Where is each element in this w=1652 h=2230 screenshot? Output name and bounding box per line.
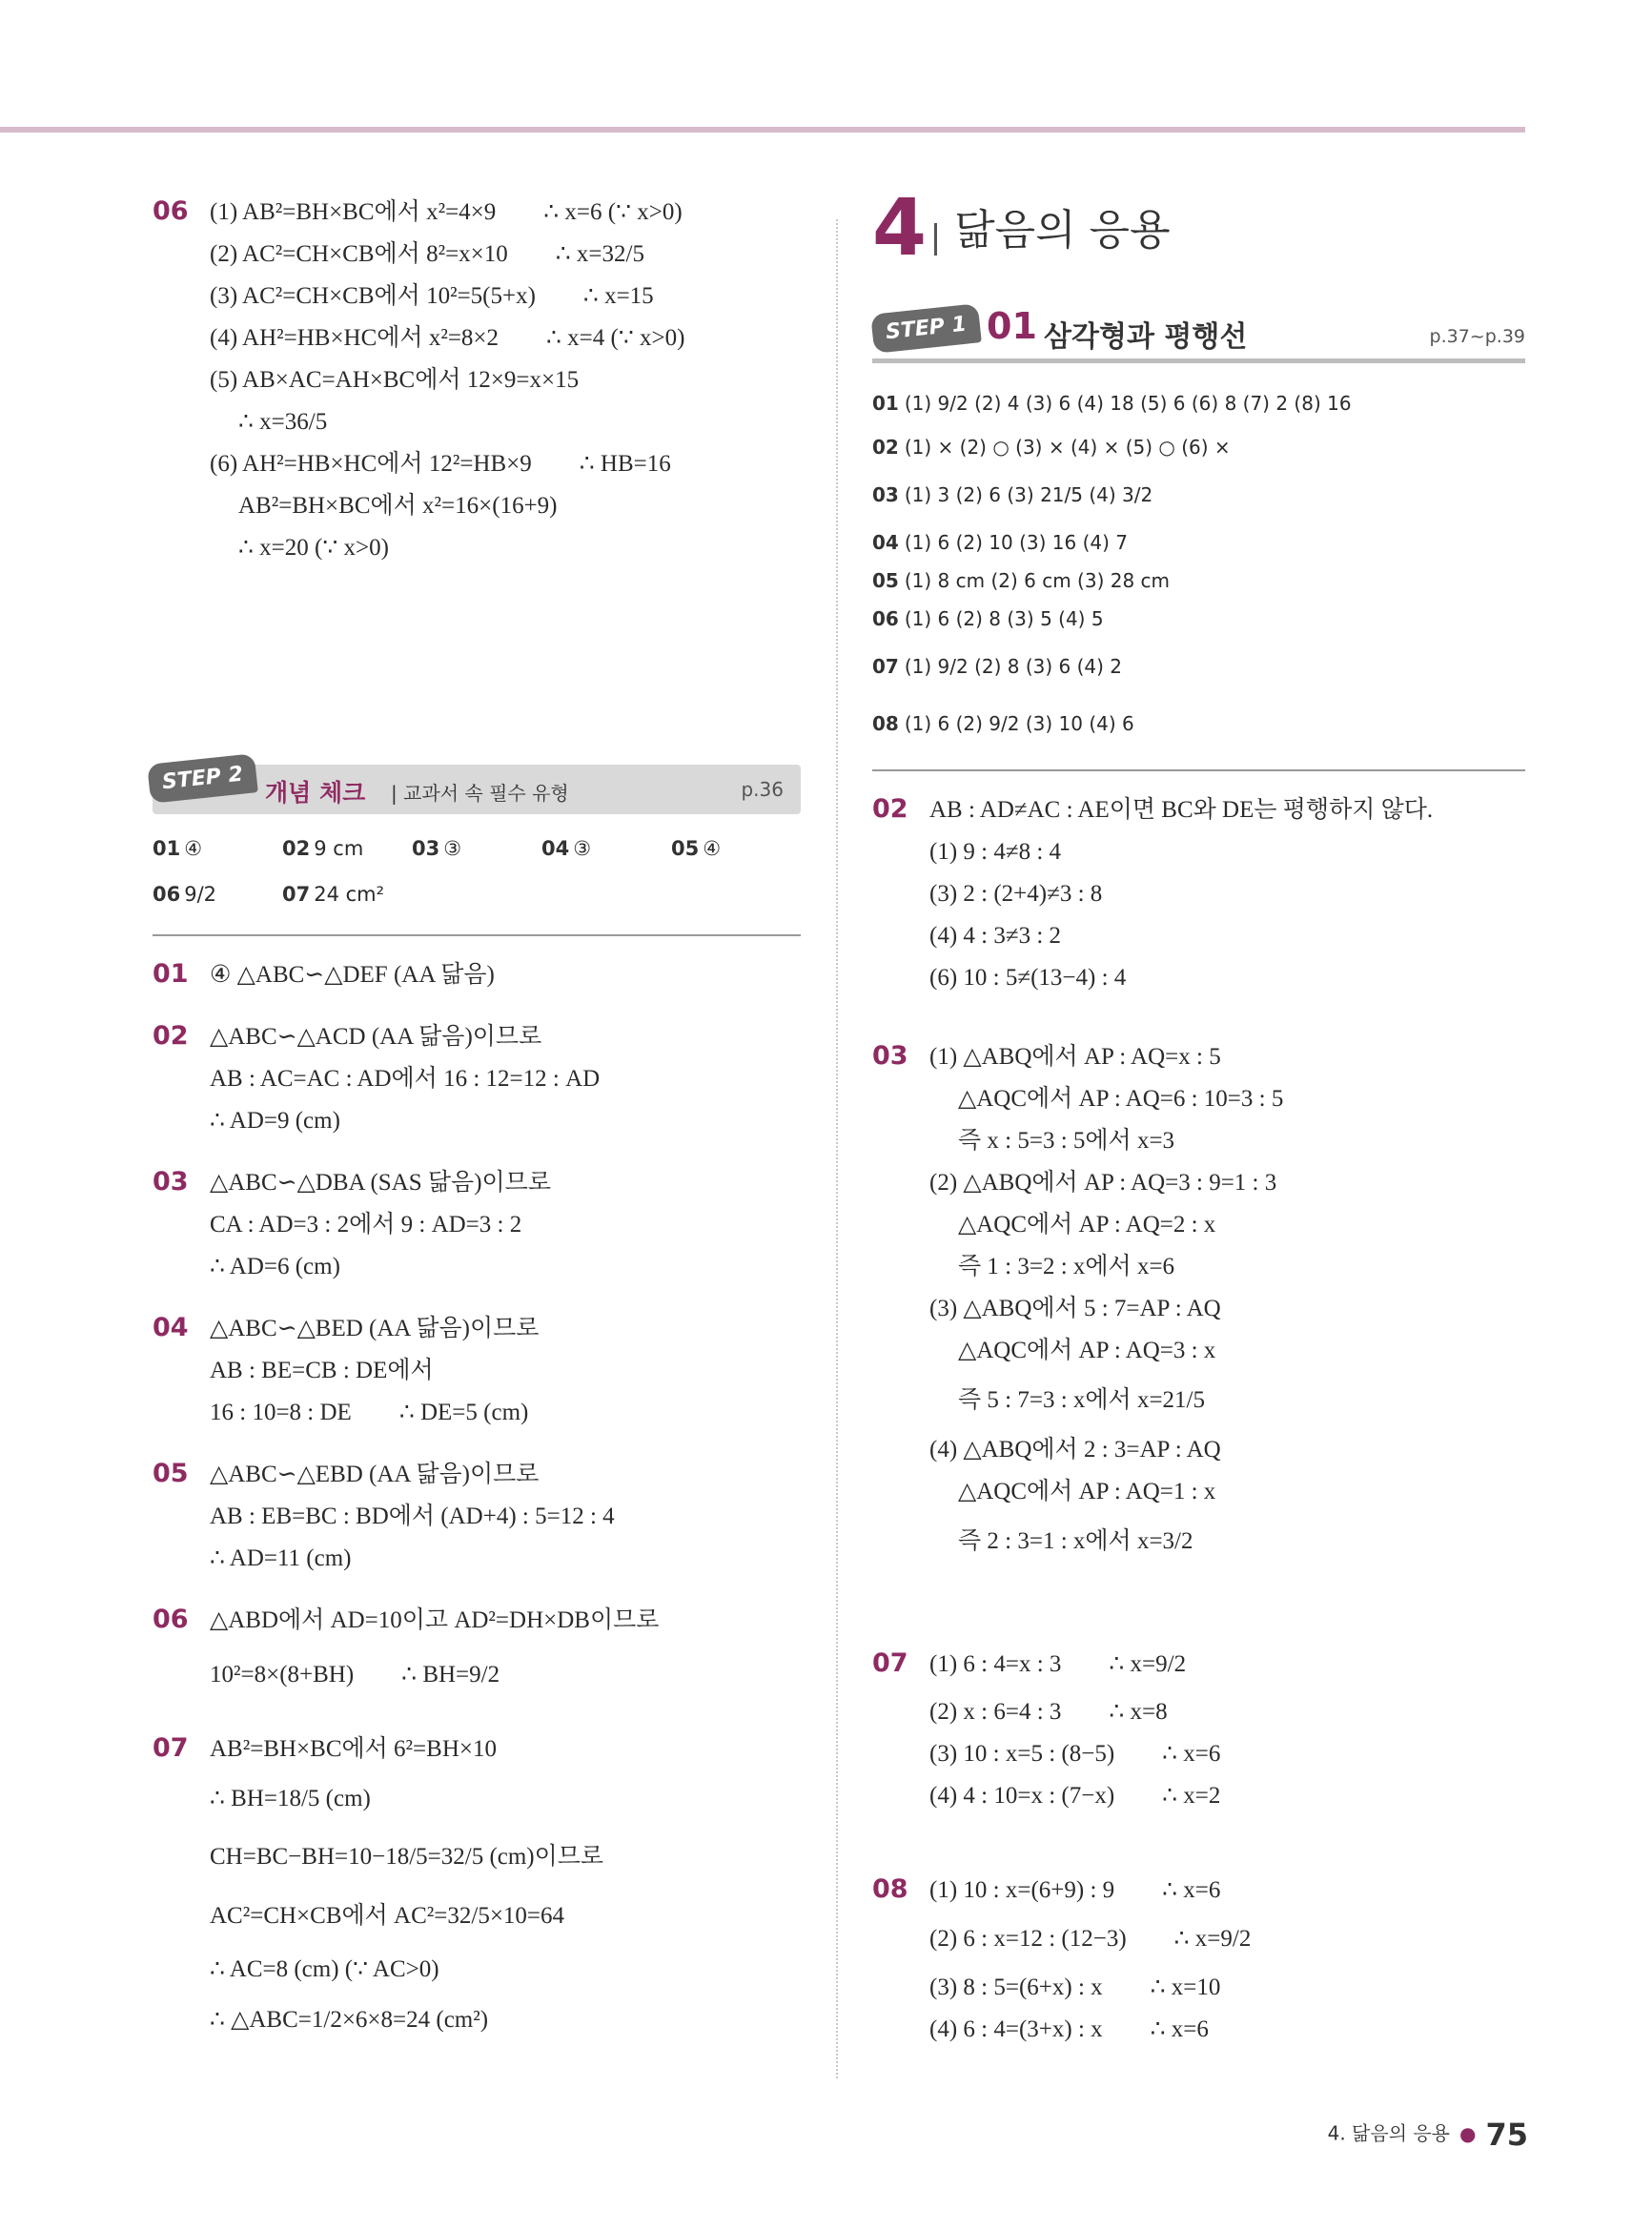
solution-line: (5) AB×AC=AH×BC에서 12×9=x×15 [210, 367, 580, 393]
page-number: 75 [1485, 2117, 1528, 2153]
step1-answer: 01 (1) 9/2 (2) 4 (3) 6 (4) 18 (5) 6 (6) 8 (7) 2 (8) 16 [872, 392, 1352, 415]
step1-answer: 03 (1) 3 (2) 6 (3) 21/5 (4) 3/2 [872, 483, 1153, 506]
problem-number: 07 [153, 1733, 189, 1763]
step1-answer: 02 (1) × (2) ○ (3) × (4) × (5) ○ (6) × [872, 436, 1231, 459]
step2-header [153, 762, 801, 814]
step1-header [872, 305, 1525, 363]
step1-num: 01 [987, 305, 1037, 347]
solution-line: (4) AH²=HB×HC에서 x²=8×2 ∴ x=4 (∵ x>0) [210, 325, 685, 351]
answer-item: 03 ③ [412, 837, 462, 860]
step2-page: p.36 [741, 778, 784, 801]
step1-title: 삼각형과 평행선 [1044, 320, 1248, 354]
section-heading: 닮음의 응용 [954, 206, 1171, 255]
step2-badge: STEP 2 [147, 753, 258, 804]
problem-number: 06 [153, 1605, 189, 1634]
problem-number: 08 [872, 1874, 908, 1904]
answer-item: 01 ④ [153, 837, 203, 860]
page-footer [1328, 2117, 1528, 2153]
problem-number: 03 [872, 1041, 908, 1071]
answer-item: 05 ④ [671, 837, 722, 860]
solution-line: AB²=BH×BC에서 x²=16×(16+9) [238, 493, 558, 519]
solution-01: 01 ④ △ABC∽△DEF (AA 닮음) [153, 959, 495, 989]
solution-line: ∴ x=36/5 [238, 409, 328, 435]
left-column: 06 (1) AB²=BH×BC에서 x²=4×9 ∴ x=6 (∵ x>0) (2) AC²=CH×CB에서 8²=x×10 ∴ x=32/5 (3) AC²=CH×CB에서 10²=5(5+x) ∴ x=15 (4) AH²=HB×HC에서 x²=8×2 ∴ x=4 (∵ x>0) (5) AB×AC=AH×BC에서 12×9=x×15 ∴ x=36/5 (6) AH²=HB×HC에서 12²=HB×9 ∴ HB=16 AB²=BH×BC에서 x²=16×(16+9) ∴ x=20 (∵ x>0) STEP 2 개념 체크 | 교과서 속 필수 유형 p.36 01 ④ 02 9 cm 03 ③ 04 ③ 05 ④ 06 9/2 07 24 cm² 01 ④ △ABC∽△DEF (AA 닮음) 02 △ABC∽△ACD (AA 닮음)이므로 AB : AC=AC : AD에서 16 : 12=12 : AD ∴ AD=9 (cm) 03 △ABC∽△DBA (SAS 닮음)이므로 CA : AD=3 : 2에서 9 : AD=3 : 2 ∴ AD=6 (cm) 04 △ABC∽△BED (AA 닮음)이므로 AB : BE=CB : DE에서 16 : 10=8 : DE ∴ DE=5 (cm) 05 △ABC∽△EBD (AA 닮음)이므로 AB : EB=BC : BD에서 (AD+4) : 5=12 : 4 ∴ AD=11 (cm) 06 △ABD에서 AD=10이고 AD²=DH×DB이므로 10²=8×(8+BH) ∴ BH=9/2 07 AB²=BH×BC에서 6²=BH×10 ∴ BH=18/5 (cm) CH=BC−BH=10−18/5=32/5 (cm)이므로 AC²=CH×CB에서 AC²=32/5×10=64 ∴ AC=8 (cm) (∵ AC>0) ∴ △ABC=1/2×6×8=24 (cm²) [153, 191, 801, 2047]
step1-answer: 04 (1) 6 (2) 10 (3) 16 (4) 7 [872, 531, 1129, 554]
step2-subtitle: | 교과서 속 필수 유형 [391, 782, 569, 805]
step1-page: p.37~p.39 [1429, 326, 1525, 347]
problem-number: 02 [153, 1021, 189, 1051]
solution-line: (2) AC²=CH×CB에서 8²=x×10 ∴ x=32/5 [210, 241, 644, 267]
chapter-label: 4. 닮음의 응용 [1327, 2121, 1451, 2145]
bullet-icon: ● [1459, 2121, 1477, 2145]
section-title [872, 183, 1525, 274]
step1-badge: STEP 1 [870, 303, 982, 354]
solution-line: (3) AC²=CH×CB에서 10²=5(5+x) ∴ x=15 [210, 283, 654, 309]
answer-item: 07 24 cm² [282, 883, 385, 906]
title-bar [934, 223, 937, 256]
solution-line: (6) AH²=HB×HC에서 12²=HB×9 ∴ HB=16 [210, 451, 671, 477]
top-rule [0, 127, 1525, 133]
step1-answer: 05 (1) 8 cm (2) 6 cm (3) 28 cm [872, 569, 1171, 592]
right-column: 4 닮음의 응용 STEP 1 01 삼각형과 평행선 p.37~p.39 01 (1) 9/2 (2) 4 (3) 6 (4) 18 (5) 6 (6) 8 (7) 2 (8) 16 02 (1) × (2) ○ (3) × (4) × (5) ○ (6) × 03 (1) 3 (2) 6 (3) 21/5 (4) 3/2 04 (1) 6 (2) 10 (3) 16 (4) 7 05 (1) 8 cm (2) 6 cm (3) 28 cm 06 (1) 6 (2) 8 (3) 5 (4) 5 07 (1) 9/2 (2) 8 (3) 6 (4) 2 08 (1) 6 (2) 9/2 (3) 10 (4) 6 02 AB : AD≠AC : AE이면 BC와 DE는 평행하지 않다. (1) 9 : 4≠8 : 4 (3) 2 : (2+4)≠3 : 8 (4) 4 : 3≠3 : 2 (6) 10 : 5≠(13−4) : 4 03 (1) △ABQ에서 AP : AQ=x : 5 △AQC에서 AP : AQ=6 : 10=3 : 5 즉 x : 5=3 : 5에서 x=3 (2) △ABQ에서 AP : AQ=3 : 9=1 : 3 △AQC에서 AP : AQ=2 : x 즉 1 : 3=2 : x에서 x=6 (3) △ABQ에서 5 : 7=AP : AQ △AQC에서 AP : AQ=3 : x 즉 5 : 7=3 : x에서 x=21/5 (4) △ABQ에서 2 : 3=AP : AQ △AQC에서 AP : AQ=1 : x 즉 2 : 3=1 : x에서 x=3/2 07 (1) 6 : 4=x : 3 ∴ x=9/2 (2) x : 6=4 : 3 ∴ x=8 (3) 10 : x=5 : (8−5) ∴ x=6 (4) 4 : 10=x : (7−x) ∴ x=2 08 (1) 10 : x=(6+9) : 9 ∴ x=6 (2) 6 : x=12 : (12−3) ∴ x=9/2 (3) 8 : 5=(6+x) : x ∴ x=10 (4) 6 : 4=(3+x) : x ∴ x=6 [872, 183, 1525, 2042]
step1-answer: 07 (1) 9/2 (2) 8 (3) 6 (4) 2 [872, 655, 1123, 678]
answer-item: 04 ③ [541, 837, 592, 860]
problem-number: 06 [153, 196, 189, 226]
answer-item: 06 9/2 [153, 883, 217, 906]
solution-line: ∴ x=20 (∵ x>0) [238, 535, 389, 561]
problem-number: 05 [153, 1459, 189, 1488]
problem-number: 02 [872, 794, 908, 824]
solution-06-top [153, 191, 801, 569]
step2-title: 개념 체크 [265, 779, 366, 807]
divider [153, 934, 801, 936]
step2-answers [153, 826, 801, 917]
section-number: 4 [872, 183, 928, 274]
step1-answer: 06 (1) 6 (2) 8 (3) 5 (4) 5 [872, 607, 1104, 630]
column-divider [836, 219, 838, 2078]
step1-answer: 08 (1) 6 (2) 9/2 (3) 10 (4) 6 [872, 712, 1134, 735]
problem-number: 03 [153, 1167, 189, 1197]
problem-number: 04 [153, 1313, 189, 1342]
divider [872, 769, 1525, 771]
solution-line: (1) AB²=BH×BC에서 x²=4×9 ∴ x=6 (∵ x>0) [210, 199, 683, 225]
problem-number: 07 [872, 1648, 908, 1678]
answer-item: 02 9 cm [282, 837, 364, 860]
